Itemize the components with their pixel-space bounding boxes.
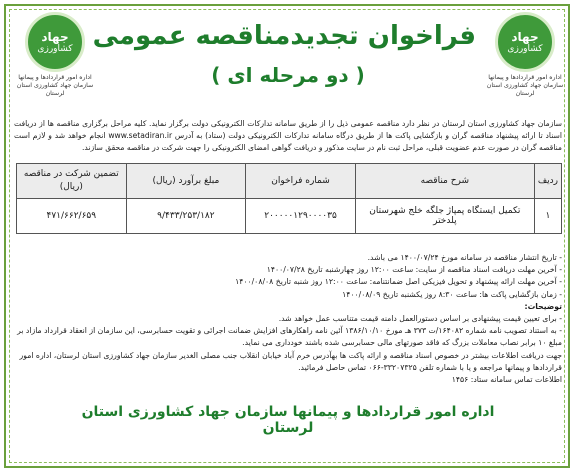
logo-left [16, 12, 94, 98]
logo-right-caption: اداره امور قراردادها و پیمانها سازمان جهاد کشاورزی استان لرستان [486, 74, 564, 97]
logo-right [486, 12, 564, 98]
cell-row-number: ۱ [534, 199, 561, 234]
tender-table [16, 163, 562, 234]
logo-right-line2: کشاورزی [507, 43, 543, 54]
logo-left-caption: اداره امور قراردادها و پیمانها سازمان جهاد کشاورزی استان لرستان [16, 74, 94, 97]
details-section [14, 252, 562, 386]
col-header-guarantee: تضمین شرکت در مناقصه (ریال) [17, 164, 127, 199]
cell-estimate: ۹/۴۳۳/۲۵۳/۱۸۲ [126, 199, 246, 234]
col-header-estimate: مبلغ برآورد (ریال) [126, 164, 246, 199]
logo-left-line1: جهاد [41, 29, 69, 44]
detail-line: - آخرین مهلت ارائه پیشنهاد و تحویل فیزیکی اصل ضمانتنامه: ساعت ۱۲:۰۰ روز شنبه تاریخ ۱۴۰۰/۰۸/۰۸ [235, 277, 562, 287]
col-header-call-number: شماره فراخوان [246, 164, 356, 199]
intro-paragraph: سازمان جهاد کشاورزی استان لرستان در نظر دارد مناقصه عمومی ذیل را از طریق سامانه تدارکات الکترونیکی دولت برگزار نماید. کلیه مراحل برگزاری مناقصه ها از دریافت اسناد تا ارائه پیشنهاد مناقصه گران و بازگشایی پاکت ها از طریق درگاه سامانه تدارکات الکترونیکی دولت (ستاد) به آدرس www.setadiran.ir انجام خواهد شد و لازم است مناقصه گران در صورت عدم عضویت قبلی، مراحل ثبت نام در سایت مذکور و دریافت گواهی امضای الکترونیکی را جهت شرکت در مناقصه محقق سازند. [14, 119, 562, 152]
page-subtitle: ( دو مرحله ای ) [211, 63, 365, 87]
jahad-logo-icon [25, 12, 85, 72]
detail-line: - آخرین مهلت دریافت اسناد مناقصه از سایت: ساعت ۱۲:۰۰ روز چهارشنبه تاریخ ۱۴۰۰/۰۷/۲۸ [266, 265, 562, 275]
table-row [17, 199, 562, 234]
cell-call-number: ۲۰۰۰۰۰۱۲۹۰۰۰۰۳۵ [246, 199, 356, 234]
cell-description: تکمیل ایستگاه پمپاژ جلگه خلج شهرستان پلدختر [355, 199, 534, 234]
col-header-description: شرح مناقصه [355, 164, 534, 199]
note-line: اطلاعات تماس سامانه ستاد: ۱۴۵۶ [451, 375, 562, 385]
page-title: فراخوان تجدیدمناقصه عمومی [92, 21, 476, 51]
col-header-row-number: ردیف [534, 164, 561, 199]
footer-signature: اداره امور قراردادها و پیمانها سازمان جهاد کشاورزی استان لرستان [81, 404, 495, 436]
cell-guarantee: ۴۷۱/۶۶۲/۶۵۹ [17, 199, 127, 234]
table-header-row [17, 164, 562, 199]
logo-left-line2: کشاورزی [37, 43, 73, 54]
note-line: - به استناد تصویب نامه شماره ۱۶۴۰۸۲/ت ۳۷۳ هـ مورخ ۱۳۸۶/۱۰/۱۰ آئین نامه راهکارهای افزایش ضمانت اجرائی و تقویت حسابرسی، این سازمان از انعقاد قرارداد مازاد بر مبلغ ۱۰ برابر نصاب معاملات بزرگ که فاقد صورتهای مالی حسابرسی شده باشند خودداری می نماید. [17, 326, 562, 348]
note-line: جهت دریافت اطلاعات بیشتر در خصوص اسناد مناقصه و ارائه پاکت ها بهآدرس خرم آباد خیابان انقلاب جنب مصلی الغدیر سازمان جهاد کشاورزی استان لرستان، اداره امور قراردادها و پیمانها مراجعه و یا با شماره تلفن ۳۳۲۰۷۳۲۵-۰۶۶ تماس حاصل فرمائید. [19, 350, 562, 372]
detail-line: - زمان بازگشایی پاکت ها: ساعت ۸:۳۰ روز یکشنبه تاریخ ۱۴۰۰/۰۸/۰۹ [342, 289, 562, 299]
notes-heading: توضیحات: [524, 301, 562, 311]
jahad-logo-icon [495, 12, 555, 72]
note-line: - برای تعیین قیمت پیشنهادی بر اساس دستورالعمل دامنه قیمت متناسب عمل خواهد شد. [278, 314, 562, 324]
logo-right-line1: جهاد [511, 29, 539, 44]
detail-line: - تاریخ انتشار مناقصه در سامانه مورخ ۱۴۰۰/۰۷/۲۴ می باشد. [367, 253, 562, 262]
